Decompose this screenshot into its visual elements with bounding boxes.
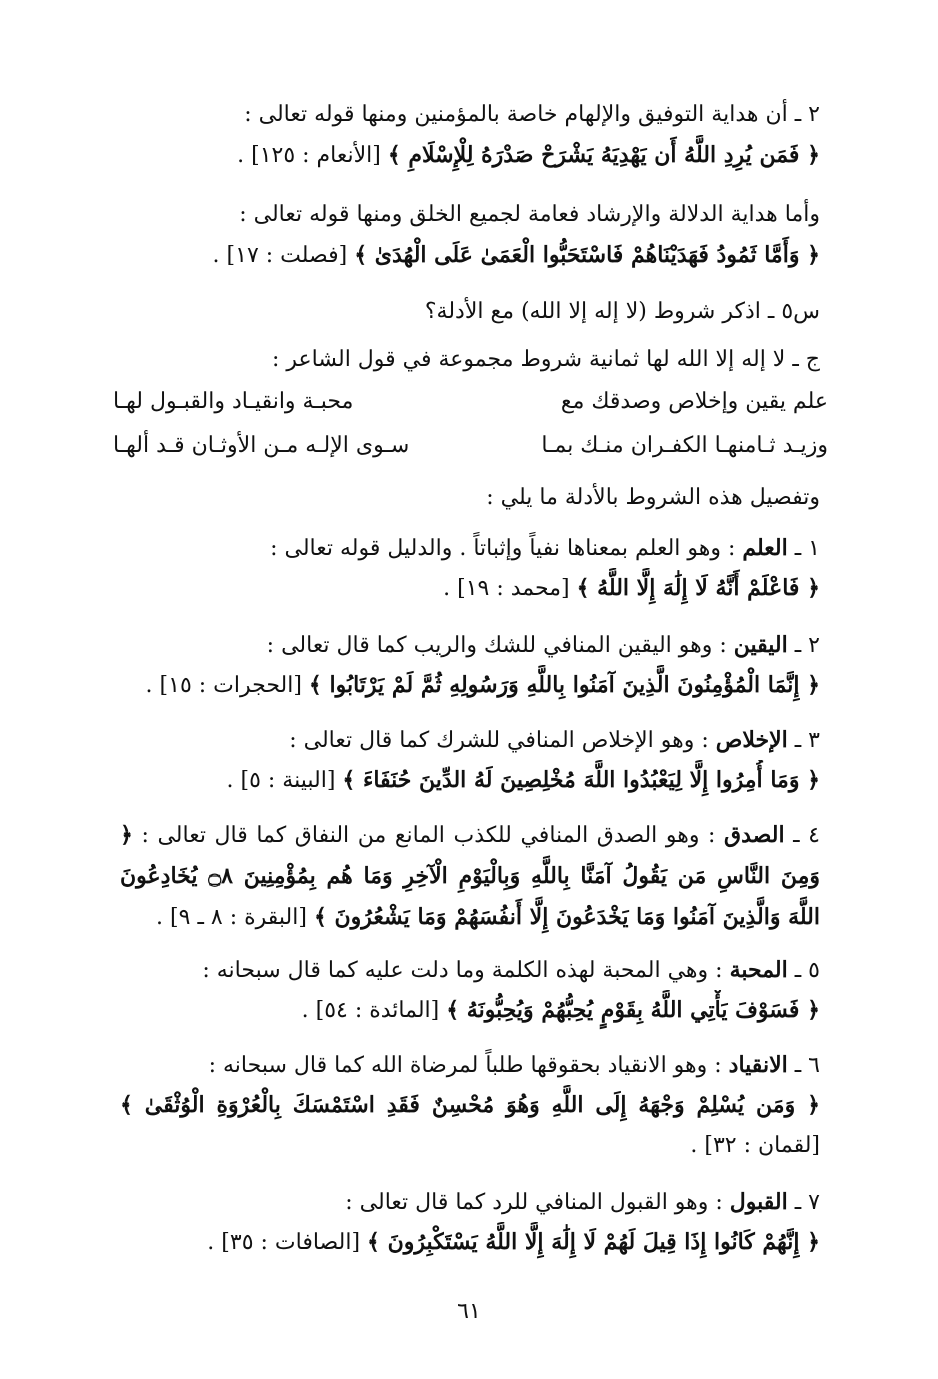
condition-text: : وهو الانقياد بحقوقها طلباً لمرضاة الله كما قال سبحانه : — [208, 1053, 729, 1078]
question-text: س٥ ـ اذكر شروط (لا إله إلا الله) مع الأدلة؟ — [424, 299, 820, 324]
condition-title: اليقين — [733, 632, 788, 658]
condition-truthfulness — [120, 815, 820, 938]
condition-certainty — [120, 625, 820, 705]
quran-verse: ﴿ وَمَا أُمِرُوا إِلَّا لِيَعْبُدُوا اللَّهَ مُخْلِصِينَ لَهُ الدِّينَ حُنَفَاءَ ﴾ — [342, 767, 820, 793]
poem-hemistich-first: علم يقين وإخلاص وصدقك مع — [560, 389, 828, 414]
question-heading — [120, 292, 820, 332]
condition-number: ٧ ـ — [787, 1190, 820, 1215]
quran-verse: ﴿ وَأَمَّا ثَمُودُ فَهَدَيْنَاهُمْ فَاسْتَحَبُّوا الْعَمَىٰ عَلَى الْهُدَىٰ ﴾ — [354, 242, 820, 268]
quran-verse: ﴿ فَمَن يُرِدِ اللَّهُ أَن يَهْدِيَهُ يَشْرَحْ صَدْرَهُ لِلْإِسْلَامِ ﴾ — [387, 142, 820, 168]
condition-number: ١ ـ — [787, 536, 820, 561]
poem-hemistich-second: محبـة وانقيـاد والقبـول لهـا — [113, 389, 354, 414]
condition-text: : وهو الإخلاص المنافي للشرك كما قال تعالى : — [289, 728, 716, 753]
details-intro — [120, 478, 820, 518]
verse-reference: [المائدة : ٥٤] . — [301, 998, 447, 1023]
condition-title: الانقياد — [728, 1052, 788, 1078]
verse-reference: [البقرة : ٨ ـ ٩] . — [156, 905, 314, 930]
condition-text: : وهو الصدق المنافي للكذب المانع من النفاق كما قال تعالى : — [132, 823, 725, 848]
poem — [113, 382, 828, 466]
condition-acceptance — [120, 1182, 820, 1262]
condition-number: ٥ ـ — [787, 958, 820, 983]
quran-verse: ﴿ وَمِنَ النَّاسِ مَن يَقُولُ آمَنَّا بِاللَّهِ وَبِالْيَوْمِ الْآخِرِ وَمَا هُم بِمُؤْمِنِينَ ۝٨ يُخَادِعُونَ اللَّهَ وَالَّذِينَ آمَنُوا وَمَا يَخْدَعُونَ إِلَّا أَنفُسَهُمْ وَمَا يَشْعُرُونَ ﴾ — [120, 822, 820, 930]
condition-title: العلم — [742, 535, 788, 561]
quran-verse: ﴿ إِنَّمَا الْمُؤْمِنُونَ الَّذِينَ آمَنُوا بِاللَّهِ وَرَسُولِهِ ثُمَّ لَمْ يَرْتَابُوا ﴾ — [308, 672, 820, 698]
poem-hemistich-second: سـوى الإلـه مـن الأوثـان قـد ألهـا — [113, 433, 410, 458]
condition-title: الإخلاص — [715, 727, 788, 753]
condition-submission — [120, 1045, 820, 1165]
verse-reference: [فصلت : ١٧] . — [212, 243, 355, 268]
poem-line — [113, 382, 828, 422]
paragraph-guidance-general — [120, 195, 820, 275]
verse-reference: [البينة : ٥] . — [226, 768, 343, 793]
verse-reference: [محمد : ١٩] . — [443, 576, 577, 601]
condition-number: ٣ ـ — [787, 728, 820, 753]
paragraph-guidance-success — [120, 95, 820, 175]
condition-sincerity — [120, 720, 820, 800]
condition-title: القبول — [729, 1189, 788, 1215]
condition-love — [120, 950, 820, 1030]
quran-verse: ﴿ إِنَّهُمْ كَانُوا إِذَا قِيلَ لَهُمْ لَا إِلَٰهَ إِلَّا اللَّهُ يَسْتَكْبِرُونَ ﴾ — [367, 1229, 820, 1255]
answer-intro — [120, 340, 820, 380]
condition-text: : وهو القبول المنافي للرد كما قال تعالى : — [345, 1190, 730, 1215]
condition-title: المحبة — [729, 957, 788, 983]
condition-knowledge — [120, 528, 820, 608]
verse-reference: [الحجرات : ١٥] . — [145, 673, 309, 698]
quran-verse: ﴿ فَسَوْفَ يَأْتِي اللَّهُ بِقَوْمٍ يُحِبُّهُمْ وَيُحِبُّونَهُ ﴾ — [446, 997, 820, 1023]
verse-reference: [الأنعام : ١٢٥] . — [237, 143, 388, 168]
condition-text: : وهي المحبة لهذه الكلمة وما دلت عليه كما قال سبحانه : — [202, 958, 730, 983]
verse-reference: [الصافات : ٣٥] . — [207, 1230, 368, 1255]
intro-text: ٢ ـ أن هداية التوفيق والإلهام خاصة بالمؤمنين ومنها قوله تعالى : — [244, 102, 820, 127]
condition-number: ٤ ـ — [784, 823, 820, 848]
details-intro-text: وتفصيل هذه الشروط بالأدلة ما يلي : — [486, 485, 820, 510]
condition-number: ٢ ـ — [787, 633, 820, 658]
poem-line — [113, 426, 828, 466]
intro-text: وأما هداية الدلالة والإرشاد فعامة لجميع الخلق ومنها قوله تعالى : — [239, 202, 820, 227]
condition-text: : وهو اليقين المنافي للشك والريب كما قال تعالى : — [266, 633, 734, 658]
page-number: ٦١ — [457, 1299, 481, 1324]
answer-text: ج ـ لا إله إلا الله لها ثمانية شروط مجموعة في قول الشاعر : — [272, 347, 820, 372]
poem-hemistich-first: وزيـد ثـامنهـا الكفـران منـك بمـا — [541, 433, 828, 458]
condition-title: الصدق — [724, 822, 785, 848]
condition-number: ٦ ـ — [787, 1053, 820, 1078]
verse-reference: [لقمان : ٣٢] . — [690, 1133, 820, 1158]
quran-verse: ﴿ فَاعْلَمْ أَنَّهُ لَا إِلَٰهَ إِلَّا اللَّهُ ﴾ — [576, 575, 820, 601]
condition-text: : وهو العلم بمعناها نفياً وإثباتاً . والدليل قوله تعالى : — [270, 536, 743, 561]
quran-verse: ﴿ وَمَن يُسْلِمْ وَجْهَهُ إِلَى اللَّهِ وَهُوَ مُحْسِنٌ فَقَدِ اسْتَمْسَكَ بِالْعُرْوَةِ الْوُثْقَىٰ ﴾ — [120, 1092, 820, 1118]
